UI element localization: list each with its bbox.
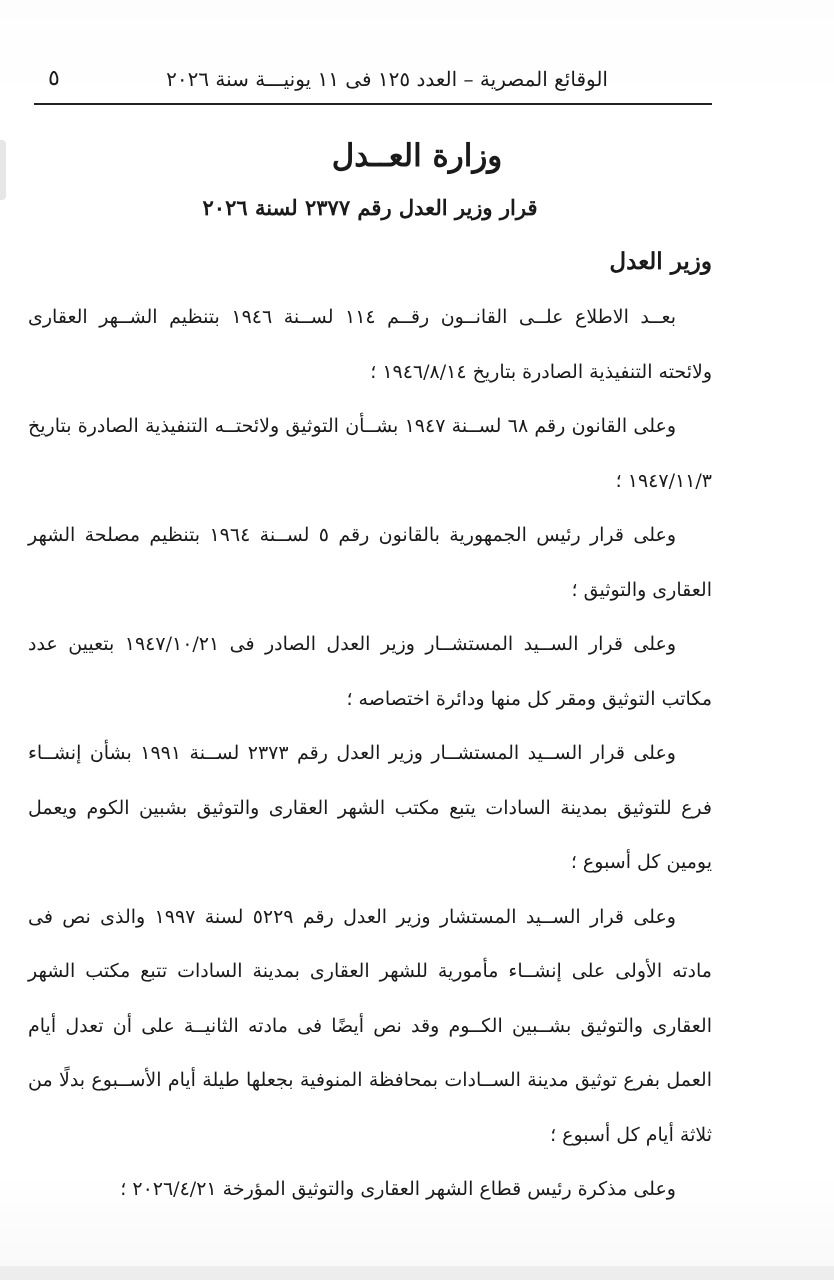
page-header (40, 64, 712, 98)
preamble-paragraph: بعــد الاطلاع علــى القانــون رقــم ١١٤ لســنة ١٩٤٦ بتنظيم الشــهر العقارى ولائحته التنفيذية الصادرة بتاريخ ١٩٤٦/٨/١٤ ؛ (28, 306, 712, 383)
decree-preamble (28, 290, 712, 1217)
page-number: ٥ (48, 66, 60, 91)
preamble-paragraph: وعلى مذكرة رئيس قطاع الشهر العقارى والتوثيق المؤرخة ٢٠٢٦/٤/٢١ ؛ (120, 1178, 676, 1200)
preamble-paragraph: وعلى قرار الســيد المستشار وزير العدل رقم ٥٢٢٩ لسنة ١٩٩٧ والذى نص فى مادته الأولى على إنشــاء مأمورية للشهر العقارى بمدينة السادات تتبع مكتب الشهر العقارى والتوثيق بشــبين الكــوم وقد نص أيضًا فى مادته الثانيــة على أن تعدل أيام العمل بفرع توثيق مدينة الســادات بمحافظة المنوفية بجعلها طيلة أيام الأســبوع بدلًا من ثلاثة أيام كل أسبوع ؛ (28, 905, 712, 1146)
preamble-paragraph: وعلى قرار رئيس الجمهورية بالقانون رقم ٥ لســنة ١٩٦٤ بتنظيم مصلحة الشهر العقارى والتوثيق ؛ (28, 524, 712, 601)
preamble-paragraph: وعلى قرار الســيد المستشــار وزير العدل رقم ٢٣٧٣ لســنة ١٩٩١ بشأن إنشــاء فرع للتوثيق بمدينة السادات يتبع مكتب الشهر العقارى والتوثيق بشبين الكوم ويعمل يومين كل أسبوع ؛ (28, 742, 712, 873)
preamble-paragraph: وعلى القانون رقم ٦٨ لســنة ١٩٤٧ بشــأن التوثيق ولائحتــه التنفيذية الصادرة بتاريخ ١٩٤٧/١١/٣ ؛ (28, 415, 712, 492)
bottom-edge (0, 1266, 834, 1280)
ministry-title: وزارة العــدل (331, 138, 503, 174)
gazette-header-title: الوقائع المصرية – العدد ١٢٥ فى ١١ يونيـــة سنة ٢٠٢٦ (166, 67, 608, 91)
minister-heading: وزير العدل (609, 248, 712, 275)
decision-title: قرار وزير العدل رقم ٢٣٧٧ لسنة ٢٠٢٦ (202, 195, 538, 220)
preamble-paragraph: وعلى قرار الســيد المستشــار وزير العدل الصادر فى ١٩٤٧/١٠/٢١ بتعيين عدد مكاتب التوثيق ومقر كل منها ودائرة اختصاصه ؛ (28, 633, 712, 710)
header-divider (34, 103, 712, 105)
